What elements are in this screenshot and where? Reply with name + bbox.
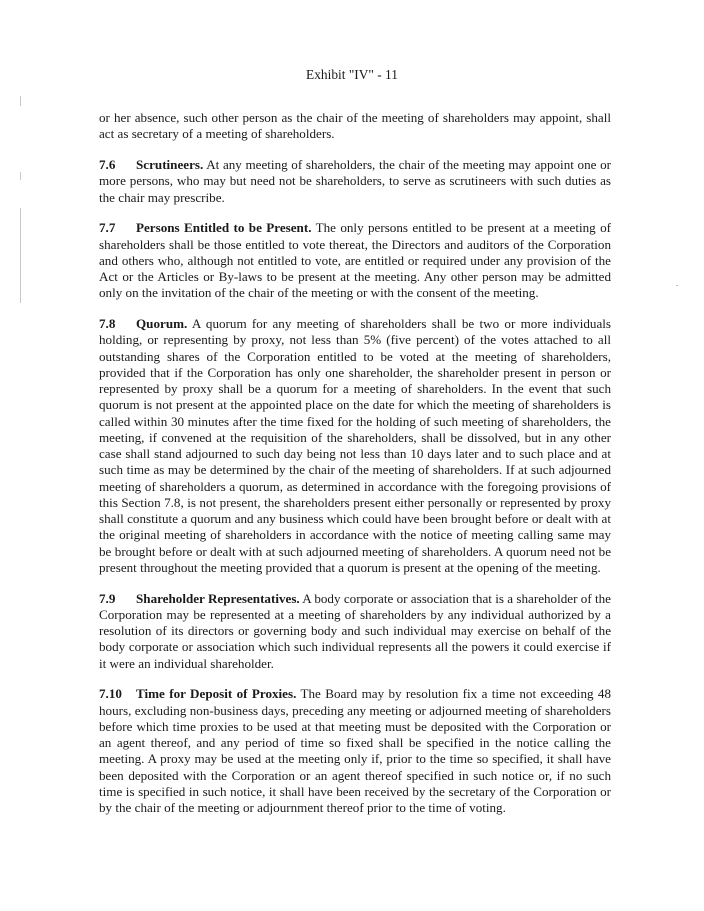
section-title: Quorum. xyxy=(136,316,188,331)
section-number: 7.9 xyxy=(99,590,116,606)
section-title: Scrutineers. xyxy=(136,157,204,172)
section-text: The only persons entitled to be present at a meeting of shareholders shall be those entitled to vote thereat, the Directors and auditors of the Corporation and others who, although not entitled to vote, are entitled or required under any provision of the Act or the Articles or By-laws to be present at the meeting. Any other person may be admitted only on the invitation of the chair of the meeting or with the consent of the meeting. xyxy=(99,220,611,301)
section-text: A body corporate or association that is a shareholder of the Corporation may be represented at a meeting of shareholders by any individual authorized by a resolution of its directors or governing body and such individual may exercise on behalf of the body corporate or association which such individual represents all the powers it could exercise if it were an individual shareholder. xyxy=(99,590,611,671)
scan-artifact xyxy=(20,208,21,303)
scan-artifact xyxy=(20,172,21,180)
section-number: 7.8 xyxy=(99,316,116,331)
section-7-10 xyxy=(99,686,611,816)
section-7-6 xyxy=(99,157,611,206)
section-number: 7.6 xyxy=(99,157,116,172)
exhibit-header: Exhibit "IV" - 11 xyxy=(306,67,398,82)
section-7-8 xyxy=(99,316,611,576)
document-body xyxy=(99,110,611,831)
section-title: Shareholder Representatives. xyxy=(136,590,300,606)
section-text: At any meeting of shareholders, the chair of the meeting may appoint one or more persons, who may but need not be shareholders, to serve as scrutineers with such duties as the chair may prescribe. xyxy=(99,157,611,205)
section-title: Persons Entitled to be Present. xyxy=(136,220,312,236)
section-number: 7.10 xyxy=(99,686,122,702)
section-text: The Board may by resolution fix a time not exceeding 48 hours, excluding non-business days, preceding any meeting or adjourned meeting of shareholders before which time proxies to be used at that meeting must be deposited with the Corporation or an agent thereof, and any period of time so fixed shall be specified in the notice calling the meeting. A proxy may be used at the meeting only if, prior to the time so specified, it shall have been deposited with the Corporation or an agent thereof specified in such notice or, if no such time is specified in such notice, it shall have been received by the secretary of the Corporation or by the chair of the meeting or adjournment thereof prior to the time of voting. xyxy=(99,686,611,815)
section-7-9 xyxy=(99,591,611,672)
scan-artifact xyxy=(20,96,21,106)
section-text: A quorum for any meeting of shareholders shall be two or more individuals holding, or representing by proxy, not less than 5% (five percent) of the votes attached to all outstanding shares of the Corporation entitled to be voted at the meeting of shareholders, provided that if the Corporation has only one shareholder, the shareholder present in person or represented by proxy shall be a quorum for a meeting of shareholders. In the event that such quorum is not present at the appointed place on the date for which the meeting of shareholders is called within 30 minutes after the time fixed for the holding of such meeting of shareholders, the meeting, if convened at the requisition of the shareholders, shall be dissolved, but in any other case shall stand adjourned to such day being not less than 10 days later and to such place and at such time as may be determined by the chair of the meeting of shareholders. If at such adjourned meeting of shareholders a quorum, as determined in accordance with the foregoing provisions of this Section 7.8, is not present, the shareholders present either personally or represented by proxy shall constitute a quorum and any business which could have been brought before or dealt with at the original meeting of shareholders in accordance with the notice of meeting calling same may be brought before or dealt with at such adjourned meeting of shareholders. A quorum need not be present throughout the meeting provided that a quorum is present at the opening of the meeting. xyxy=(99,316,611,575)
scan-artifact xyxy=(676,285,678,286)
section-title: Time for Deposit of Proxies. xyxy=(136,686,297,702)
section-number: 7.7 xyxy=(99,220,116,236)
section-7-7 xyxy=(99,220,611,301)
intro-paragraph: or her absence, such other person as the chair of the meeting of shareholders may appoint, shall act as secretary of a meeting of shareholders. xyxy=(99,110,611,142)
